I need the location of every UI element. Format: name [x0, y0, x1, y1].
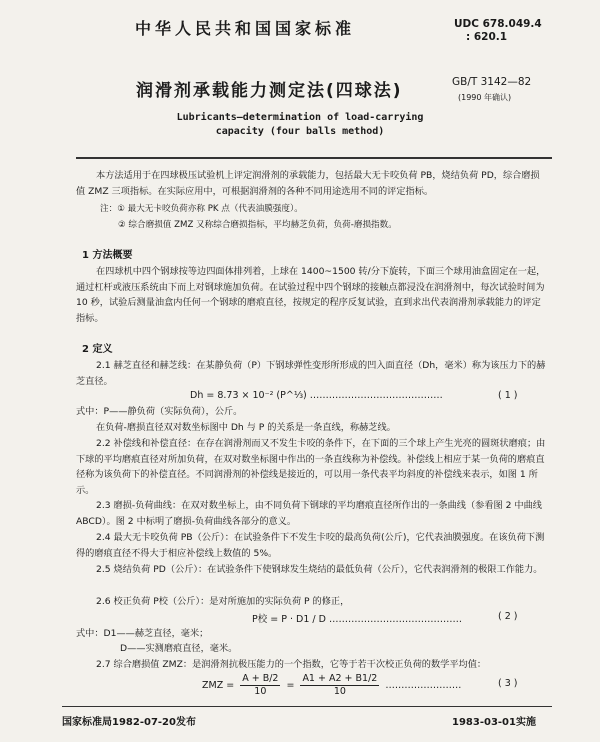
equation-3-denominator-2: 10: [333, 685, 346, 697]
intro-paragraph: 本方法适用于在四球极压试验机上评定润滑剂的承载能力，包括最大无卡咬负荷 PB，烧结负荷 PD，综合磨损值 ZMZ 三项指标。在实际应用中，可根据润滑剂的各种不同用途选用不同的评定指标。: [76, 170, 540, 197]
definition-2-2: 2.2 补偿线和补偿直径：在存在润滑剂而又不发生卡咬的条件下，在下面的三个球上产生光亮的圆斑状磨痕；由下球的平均磨痕直径对所加负荷，在双对数坐标图中作出的一条直线称为补偿线。补偿线上相应于某一负荷的磨痕直径称为该负荷下的补偿直径。不同润滑剂的补偿线是接近的，可以用一条代表平均斜度的补偿线来表示，如图 1 所示。: [76, 438, 546, 496]
equation-3-lhs: ZMZ =: [202, 679, 235, 691]
definition-2-1-b: 在负荷-磨损直径双对数坐标图中 Dh 与 P 的关系是一条直线，称赫芝线。: [96, 422, 396, 433]
document-title: 润滑剂承载能力测定法(四球法): [136, 81, 403, 101]
footer-effective-date: 1983-03-01实施: [452, 717, 536, 728]
equation-2-number: ( 2 ): [498, 611, 518, 622]
equation-3-equals: =: [286, 679, 295, 691]
intro-note-1: 注：① 最大无卡咬负荷亦称 PK 点（代表油膜强度）。: [100, 204, 303, 214]
equation-3-leader: ……………………: [385, 679, 462, 691]
equation-3-fraction-1: [240, 673, 280, 698]
udc-line-1: UDC 678.049.4: [454, 18, 542, 30]
equation-3-numerator-2: A1 + A2 + B1/2: [302, 672, 378, 684]
equation-1-where: 式中：P——静负荷（实际负荷），公斤。: [76, 406, 243, 417]
title-divider: [76, 157, 552, 159]
equation-3-fraction-2: [300, 673, 379, 698]
equation-1-number: ( 1 ): [498, 390, 518, 401]
equation-3-numerator-1: A + B/2: [242, 672, 279, 684]
equation-3-denominator-1: 10: [254, 685, 267, 697]
equation-2: P校 = P · D1 / D ……………………………………: [252, 614, 462, 625]
equation-1: Dh = 8.73 × 10⁻² (P^⅓) ……………………………………: [190, 390, 443, 401]
english-title-line-2: capacity (four balls method): [215, 126, 385, 137]
section-1-text: 在四球机中四个钢球按等边四面体排列着，上球在 1400~1500 转/分下旋转，下面三个球用油盒固定在一起，通过杠杆或液压系统由下而上对钢球施加负荷。在试验过程中四个钢球的接触点都浸没在润滑剂中，每次试验时间为 10 秒，试验后测量油盒内任何一个钢球的磨痕直径，按规定的程序反复试验，直到求出代表润滑剂承载能力的评定指标。: [76, 266, 546, 324]
definition-2-4: 2.4 最大无卡咬负荷 PB（公斤）：在试验条件下不发生卡咬的最高负荷(公斤)，它代表油膜强度。在该负荷下测得的磨痕直径不得大于相应补偿线上数值的 5%。: [76, 532, 545, 559]
equation-3-number: ( 3 ): [498, 678, 518, 689]
definition-2-5: 2.5 烧结负荷 PD（公斤）：在试验条件下使钢球发生烧结的最低负荷（公斤），它代表润滑剂的极限工作能力。: [96, 564, 543, 575]
equation-2-where-1: 式中：D1——赫芝直径，毫米；: [76, 628, 209, 639]
equation-3: [202, 672, 532, 698]
section-1-heading: 1 方法概要: [82, 250, 133, 261]
equation-2-where-2: D——实测磨痕直径，毫米。: [120, 643, 238, 654]
footer-issue-date: 国家标准局1982-07-20发布: [62, 717, 196, 728]
intro-note-2: ② 综合磨损值 ZMZ 又称综合磨损指标，平均赫芝负荷，负荷-磨损指数。: [118, 220, 397, 230]
definition-2-7: 2.7 综合磨损值 ZMZ：是润滑剂抗极压能力的一个指数，它等于若干次校正负荷的数学平均值：: [96, 659, 487, 670]
english-title-line-1: Lubricants—determination of load-carrying: [176, 112, 424, 123]
udc-line-2: : 620.1: [466, 31, 508, 43]
udc-code: [454, 18, 542, 44]
definition-2-1: 2.1 赫芝直径和赫芝线：在某静负荷（P）下钢球弹性变形所形成的凹入面直径（Dh，毫米）称为该压力下的赫芝直径。: [76, 360, 546, 387]
gb-code: GB/T 3142—82: [452, 76, 532, 88]
definition-2-3: 2.3 磨损-负荷曲线：在双对数坐标上，由不同负荷下钢球的平均磨痕直径所作出的一条曲线（参看图 2 中曲线 ABCD）。图 2 中标明了磨损-负荷曲线各部分的意义。: [76, 500, 542, 527]
footer-divider: [62, 706, 552, 707]
standard-header: 中华人民共和国国家标准: [135, 19, 356, 38]
section-2-heading: 2 定义: [82, 344, 113, 355]
confirmed-note: (1990 年确认): [458, 93, 512, 102]
definition-2-6: 2.6 校正负荷 P校（公斤）：是对所施加的实际负荷 P 的修正，: [96, 596, 350, 607]
